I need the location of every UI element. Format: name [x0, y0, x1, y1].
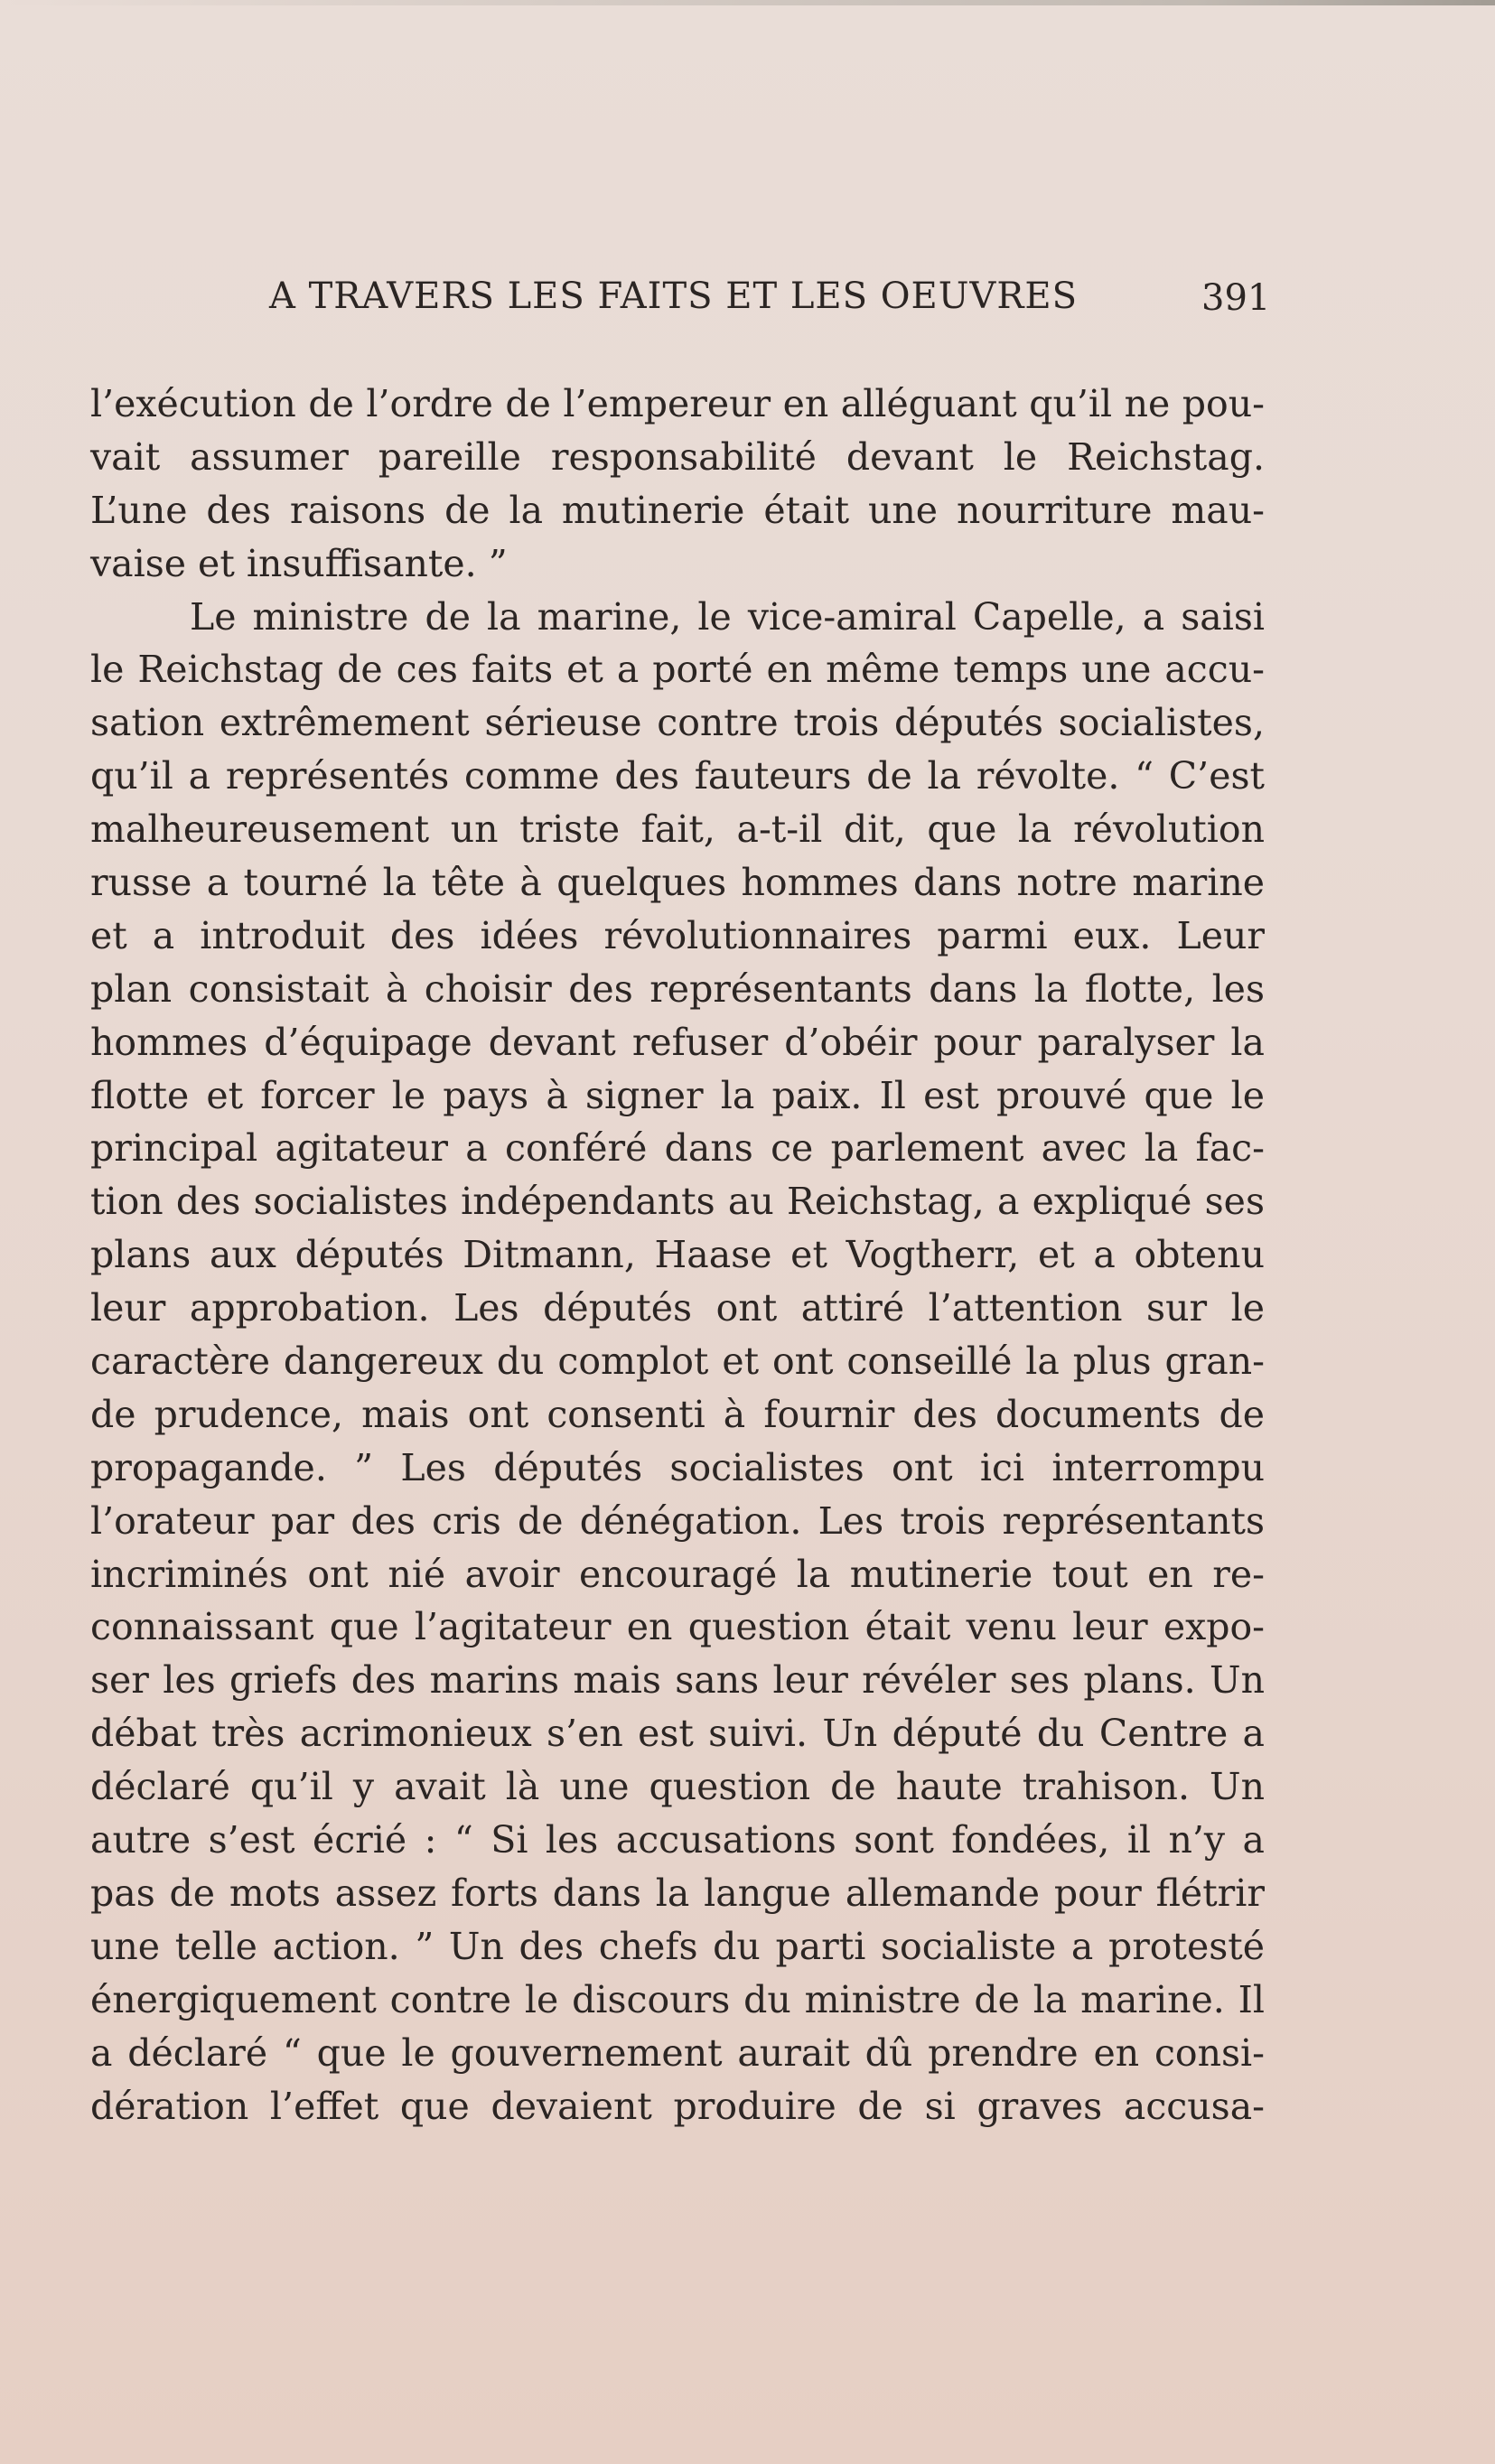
text-line: tion des socialistes indépendants au Reichstag, a expliqué ses [90, 1180, 1265, 1224]
text-line: principal agitateur a conféré dans ce parlement avec la fac- [90, 1126, 1265, 1171]
text-line: et a introduit des idées révolutionnaires parmi eux. Leur [90, 913, 1265, 957]
text-line: ser les griefs des marins mais sans leur révéler ses plans. Un [90, 1658, 1265, 1703]
text-line: russe a tourné la tête à quelques hommes dans notre marine [90, 861, 1265, 905]
text-line: pas de mots assez forts dans la langue allemande pour flétrir [90, 1871, 1265, 1915]
text-line: flotte et forcer le pays à signer la paix. Il est prouvé que le [90, 1073, 1265, 1117]
text-line: caractère dangereux du complot et ont conseillé la plus gran- [90, 1339, 1265, 1384]
text-line: propagande. ” Les députés socialistes ont ici interrompu [90, 1445, 1265, 1489]
text-line: vait assumer pareille responsabilité devant le Reichstag. [90, 434, 1265, 479]
text-line: plans aux députés Ditmann, Haase et Vogtherr, et a obtenu [90, 1233, 1265, 1277]
text-line: sation extrêmement sérieuse contre trois députés socialistes, [90, 701, 1265, 745]
text-line: incriminés ont nié avoir encouragé la mutinerie tout en re- [90, 1552, 1265, 1596]
text-line: autre s’est écrié : “ Si les accusations sont fondées, il n’y a [90, 1818, 1265, 1862]
text-line: L’une des raisons de la mutinerie était une nourriture mau- [90, 488, 1265, 532]
text-line: déclaré qu’il y avait là une question de haute trahison. Un [90, 1765, 1265, 1809]
page-number: 391 [1201, 277, 1271, 319]
text-line: l’exécution de l’ordre de l’empereur en alléguant qu’il ne pou- [90, 382, 1265, 425]
body-text [90, 378, 1265, 2133]
page-header [90, 275, 1271, 330]
text-line: dération l’effet que devaient produire de si graves accusa- [90, 2084, 1265, 2128]
page-top-edge [0, 0, 1495, 5]
text-line: hommes d’équipage devant refuser d’obéir pour paralyser la [90, 1020, 1265, 1064]
running-title: A TRAVERS LES FAITS ET LES OEUVRES [269, 275, 1079, 317]
text-line: leur approbation. Les députés ont attiré l’attention sur le [90, 1286, 1265, 1330]
text-line: malheureusement un triste fait, a-t-il dit, que la révolution [90, 807, 1265, 852]
text-line: énergiquement contre le discours du ministre de la marine. Il [90, 1977, 1265, 2021]
text-line: vaise et insuffisante. ” [90, 541, 508, 585]
text-line: de prudence, mais ont consenti à fournir des documents de [90, 1392, 1265, 1436]
text-line: a déclaré “ que le gouvernement aurait dû prendre en consi- [90, 2030, 1265, 2075]
text-line: connaissant que l’agitateur en question était venu leur expo- [90, 1605, 1265, 1649]
text-line: une telle action. ” Un des chefs du parti socialiste a protesté [90, 1924, 1265, 1968]
paragraph-start-line: Le ministre de la marine, le vice-amiral Capelle, a saisi [190, 594, 1265, 639]
text-line: le Reichstag de ces faits et a porté en même temps une accu- [90, 648, 1265, 692]
text-line: qu’il a représentés comme des fauteurs de la révolte. “ C’est [90, 754, 1265, 798]
text-line: l’orateur par des cris de dénégation. Les trois représentants [90, 1498, 1265, 1543]
text-line: plan consistait à choisir des représentants dans la flotte, les [90, 966, 1265, 1011]
text-line: débat très acrimonieux s’en est suivi. Un député du Centre a [90, 1712, 1265, 1756]
